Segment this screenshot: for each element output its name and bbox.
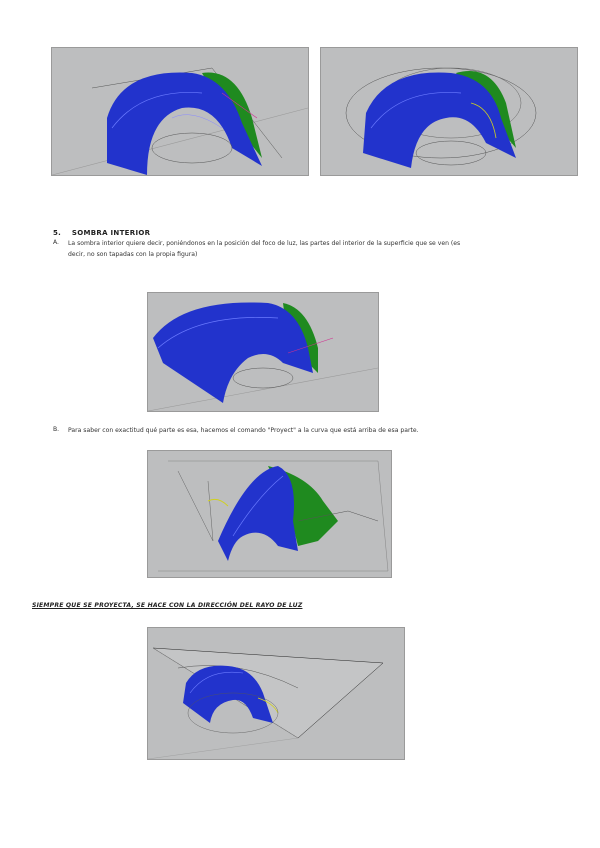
- item-a-text: [68, 239, 588, 260]
- item-b-text: Para saber con exactitud qué parte es esa, hacemos el comando "Proyect" a la curva que está arriba de esa parte.: [68, 427, 419, 434]
- viewport-screenshot-2: [320, 47, 578, 176]
- item-a-line-2: decir, no son tapadas con la propia figura): [68, 250, 198, 258]
- viewport-screenshot-1: [51, 47, 309, 176]
- projection-note: SIEMPRE QUE SE PROYECTA, SE HACE CON LA DIRECCIÓN DEL RAYO DE LUZ: [32, 602, 303, 609]
- section-heading: [53, 229, 150, 237]
- viewport-screenshot-3: [147, 292, 379, 412]
- section-title: SOMBRA INTERIOR: [71, 229, 151, 237]
- item-a-marker: A.: [53, 239, 59, 246]
- viewport-screenshot-4: [147, 450, 392, 578]
- section-number: 5.: [53, 229, 62, 237]
- viewport-screenshot-5: [147, 627, 405, 760]
- item-a-line-1: La sombra interior quiere decir, poniéndonos en la posición del foco de luz, las partes del interior de la superficie que se ven (es: [68, 240, 461, 247]
- item-b-marker: B.: [53, 426, 60, 433]
